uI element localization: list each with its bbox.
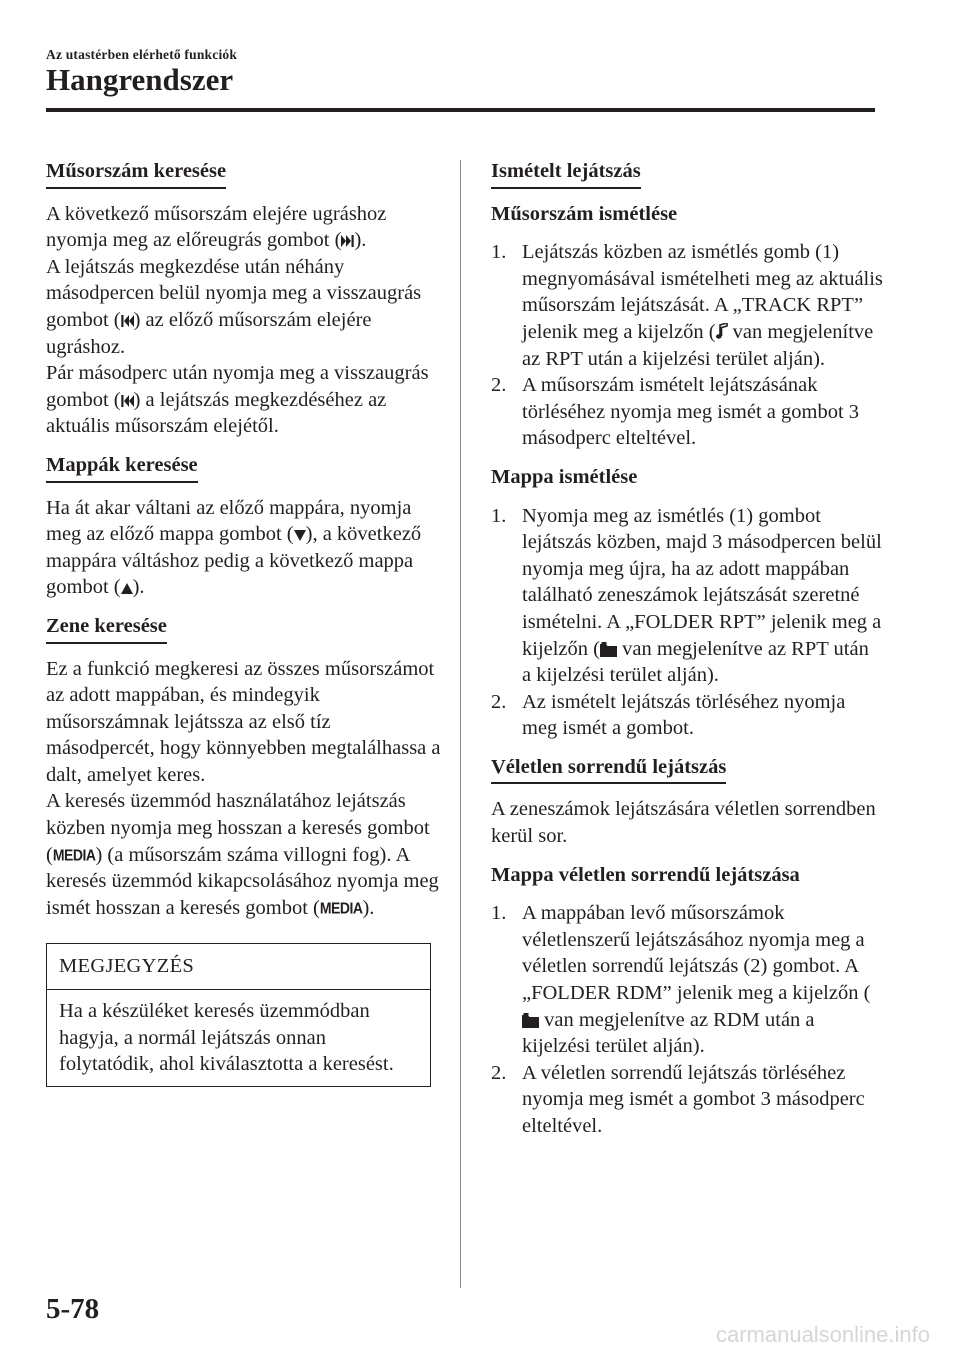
- list-item: 1. Nyomja meg az ismétlés (1) gombot lejátszás közben, majd 3 másodpercen belül nyomja meg újra, ha az adott mappában található zeneszámok lejátszását szeretné ismételni. A „FOLDER RPT” jelenik meg a kijelzőn ( van megjelenítve az RPT után a kijelzési terület alján).: [491, 504, 882, 687]
- folder-icon: [600, 642, 617, 657]
- media-button-icon: MEDIA: [52, 845, 96, 864]
- skip-forward-icon: [341, 234, 354, 248]
- watermark: carmanualsonline.info: [715, 1322, 930, 1347]
- media-button-icon: MEDIA: [319, 898, 363, 917]
- triangle-up-icon: [121, 582, 133, 595]
- folder-random-steps: [491, 900, 883, 1139]
- random-intro: A zeneszámok lejátszására véletlen sorrendben kerül sor.: [491, 798, 876, 848]
- folder-search-p: Ha át akar váltani az előző mappára, nyomja meg az előző mappa gombot ( ), a következő mappára váltáshoz pedig a következő mappa gombot ( ).: [46, 496, 422, 599]
- heading-random: Véletlen sorrendű lejátszás: [491, 754, 726, 785]
- music-note-icon: [716, 323, 728, 340]
- music-search-p1: Ez a funkció megkeresi az összes műsorszámot az adott mappában, és mindegyik műsorszámnak lejátssza az első tíz másodpercét, hogy könnyebben megtalálhassa a dalt, amelyet keres.: [46, 657, 441, 786]
- left-column: [46, 158, 441, 1087]
- subheading-track-repeat: Műsorszám ismétlése: [491, 202, 678, 225]
- folder-repeat-steps: [491, 503, 883, 742]
- subheading-folder-repeat: Mappa ismétlése: [491, 465, 638, 488]
- section-label: Az utastérben elérhető funkciók: [46, 47, 238, 62]
- list-item: 1. Lejátszás közben az ismétlés gomb (1) megnyomásával ismételheti meg az aktuális műsorszám lejátszását. A „TRACK RPT” jelenik meg a kijelzőn ( van megjelenítve az RPT után a kijelzési terület alján).: [491, 241, 883, 370]
- list-item: 2. Az ismételt lejátszás törléséhez nyomja meg ismét a gombot.: [491, 690, 846, 740]
- list-item: 2. A véletlen sorrendű lejátszás törléséhez nyomja meg ismét a gombot 3 másodperc elteltével.: [491, 1061, 865, 1137]
- heading-repeat: Ismételt lejátszás: [491, 158, 641, 189]
- music-search-p2: A keresés üzemmód használatához lejátszás közben nyomja meg hosszan a keresés gombot (MEDIA) (a műsorszám száma villogni fog). A keresés üzemmód kikapcsolásához nyomja meg ismét hosszan a keresés gombot (MEDIA).: [46, 788, 441, 921]
- track-search-p3: Pár másodperc után nyomja meg a visszaugrás gombot ( ) a lejátszás megkezdéséhez az aktuális műsorszám elejétől.: [46, 362, 429, 438]
- track-repeat-steps: [491, 239, 883, 452]
- page-number: 5-78: [46, 1293, 100, 1325]
- skip-back-icon: [121, 314, 134, 328]
- track-search-p2: A lejátszás megkezdése után néhány másodpercen belül nyomja meg a visszaugrás gombot ( ) az előző műsorszám elejére ugráshoz.: [46, 255, 422, 358]
- title-rule: [46, 108, 875, 112]
- right-column: [491, 158, 883, 1140]
- note-box: [46, 943, 431, 1086]
- note-heading: MEGJEGYZÉS: [47, 944, 430, 990]
- list-item: 1. A mappában levő műsorszámok véletlenszerű lejátszásához nyomja meg a véletlen sorrendű lejátszás (2) gombot. A „FOLDER RDM” jelenik meg a kijelzőn ( van megjelenítve az RDM után a kijelzési terület alján).: [491, 902, 871, 1058]
- column-divider: [460, 160, 461, 1288]
- skip-back-icon: [121, 394, 134, 408]
- track-search-p1: A következő műsorszám elejére ugráshoz nyomja meg az előreugrás gombot ( ).: [46, 202, 387, 252]
- subheading-folder-random: Mappa véletlen sorrendű lejátszása: [491, 863, 800, 886]
- triangle-down-icon: [294, 529, 306, 542]
- heading-music-search: Zene keresése: [46, 613, 167, 644]
- folder-icon: [522, 1013, 539, 1028]
- heading-track-search: Műsorszám keresése: [46, 158, 226, 189]
- page-title: Hangrendszer: [46, 62, 234, 97]
- note-body: Ha a készüléket keresés üzemmódban hagyja, a normál lejátszás onnan folytatódik, ahol kiválasztotta a keresést.: [59, 1000, 394, 1076]
- heading-folder-search: Mappák keresése: [46, 452, 198, 483]
- list-item: 2. A műsorszám ismételt lejátszásának törléséhez nyomja meg ismét a gombot 3 másodperc elteltével.: [491, 374, 860, 450]
